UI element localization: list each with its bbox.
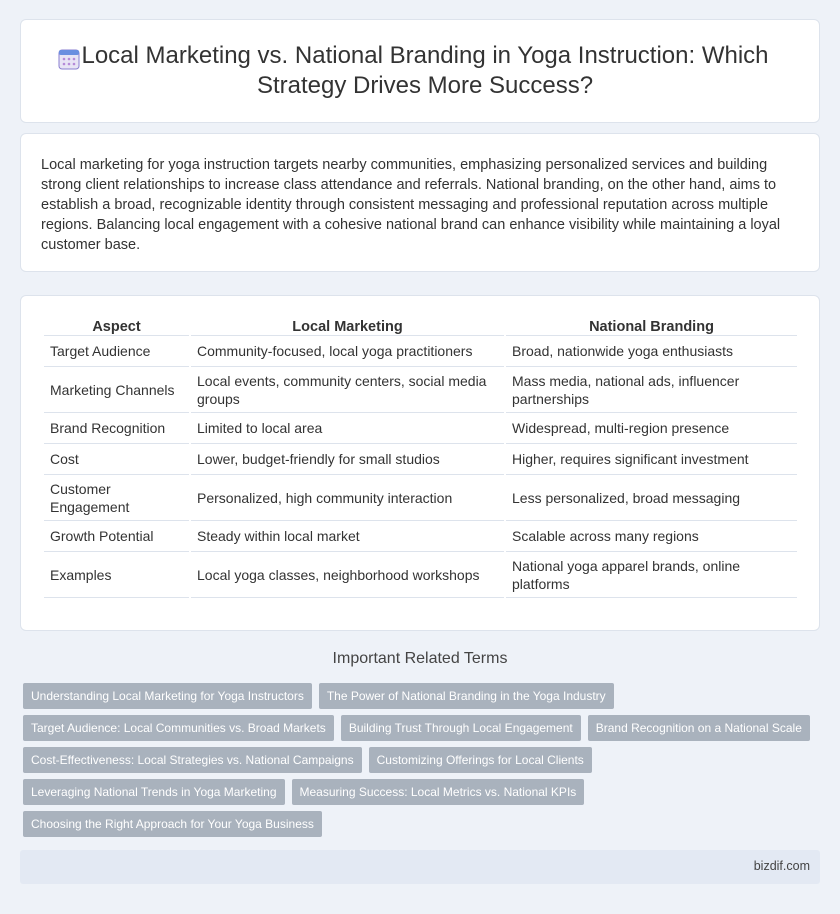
table-cell: Mass media, national ads, influencer partnerships [506, 367, 797, 413]
table-cell: Lower, budget-friendly for small studios [191, 444, 504, 475]
table-cell: Cost [44, 444, 189, 475]
table-cell: Customer Engagement [44, 475, 189, 521]
table-row [44, 336, 797, 367]
related-term-tag[interactable]: Choosing the Right Approach for Your Yoga Business [23, 811, 322, 837]
related-term-tag[interactable]: Leveraging National Trends in Yoga Marketing [23, 779, 285, 805]
related-term-tag[interactable]: Measuring Success: Local Metrics vs. National KPIs [292, 779, 585, 805]
related-terms-title: Important Related Terms [332, 650, 508, 667]
table-cell: Local events, community centers, social media groups [191, 367, 504, 413]
related-term-tag[interactable]: Brand Recognition on a National Scale [588, 715, 810, 741]
column-header-national: National Branding [506, 312, 797, 336]
tag-row [23, 779, 813, 805]
footer [20, 850, 820, 884]
table-cell: Growth Potential [44, 521, 189, 552]
table-row [44, 367, 797, 413]
table-header-row [44, 312, 797, 336]
tag-row [23, 747, 813, 773]
table-cell: Broad, nationwide yoga enthusiasts [506, 336, 797, 367]
calendar-icon [57, 47, 81, 71]
related-term-tag[interactable]: Building Trust Through Local Engagement [341, 715, 581, 741]
comparison-table-card [20, 295, 820, 631]
table-row [44, 444, 797, 475]
column-header-aspect: Aspect [44, 312, 189, 336]
table-cell: Local yoga classes, neighborhood workshops [191, 552, 504, 598]
related-term-tag[interactable]: Cost-Effectiveness: Local Strategies vs. National Campaigns [23, 747, 362, 773]
table-cell: Steady within local market [191, 521, 504, 552]
column-header-local: Local Marketing [191, 312, 504, 336]
table-row [44, 552, 797, 598]
table-cell: Personalized, high community interaction [191, 475, 504, 521]
table-cell: Marketing Channels [44, 367, 189, 413]
related-term-tag[interactable]: Understanding Local Marketing for Yoga Instructors [23, 683, 312, 709]
related-terms-tags [23, 683, 813, 843]
table-row [44, 475, 797, 521]
table-cell: Widespread, multi-region presence [506, 413, 797, 444]
table-row [44, 413, 797, 444]
table-cell: Brand Recognition [44, 413, 189, 444]
header-card [20, 19, 820, 123]
related-term-tag[interactable]: The Power of National Branding in the Yoga Industry [319, 683, 614, 709]
intro-card [20, 133, 820, 272]
table-row [44, 521, 797, 552]
table-cell: Target Audience [44, 336, 189, 367]
table-cell: Limited to local area [191, 413, 504, 444]
footer-site-link[interactable]: bizdif.com [753, 859, 810, 873]
table-cell: National yoga apparel brands, online platforms [506, 552, 797, 598]
table-cell: Examples [44, 552, 189, 598]
comparison-table [42, 312, 799, 598]
table-cell: Higher, requires significant investment [506, 444, 797, 475]
table-cell: Less personalized, broad messaging [506, 475, 797, 521]
related-term-tag[interactable]: Target Audience: Local Communities vs. Broad Markets [23, 715, 334, 741]
page-title: Local Marketing vs. National Branding in Yoga Instruction: Which Strategy Drives More Success? [81, 42, 769, 99]
tag-row [23, 811, 813, 837]
related-term-tag[interactable]: Customizing Offerings for Local Clients [369, 747, 592, 773]
table-cell: Scalable across many regions [506, 521, 797, 552]
tag-row [23, 683, 813, 709]
tag-row [23, 715, 813, 741]
intro-text: Local marketing for yoga instruction targets nearby communities, emphasizing personalized services and building strong client relationships to increase class attendance and referrals. National branding, on the other hand, aims to establish a broad, recognizable identity through consistent messaging and professional reputation across multiple regions. Balancing local engagement with a cohesive national brand can enhance visibility while maintaining a loyal customer base. [41, 157, 781, 253]
table-cell: Community-focused, local yoga practitioners [191, 336, 504, 367]
